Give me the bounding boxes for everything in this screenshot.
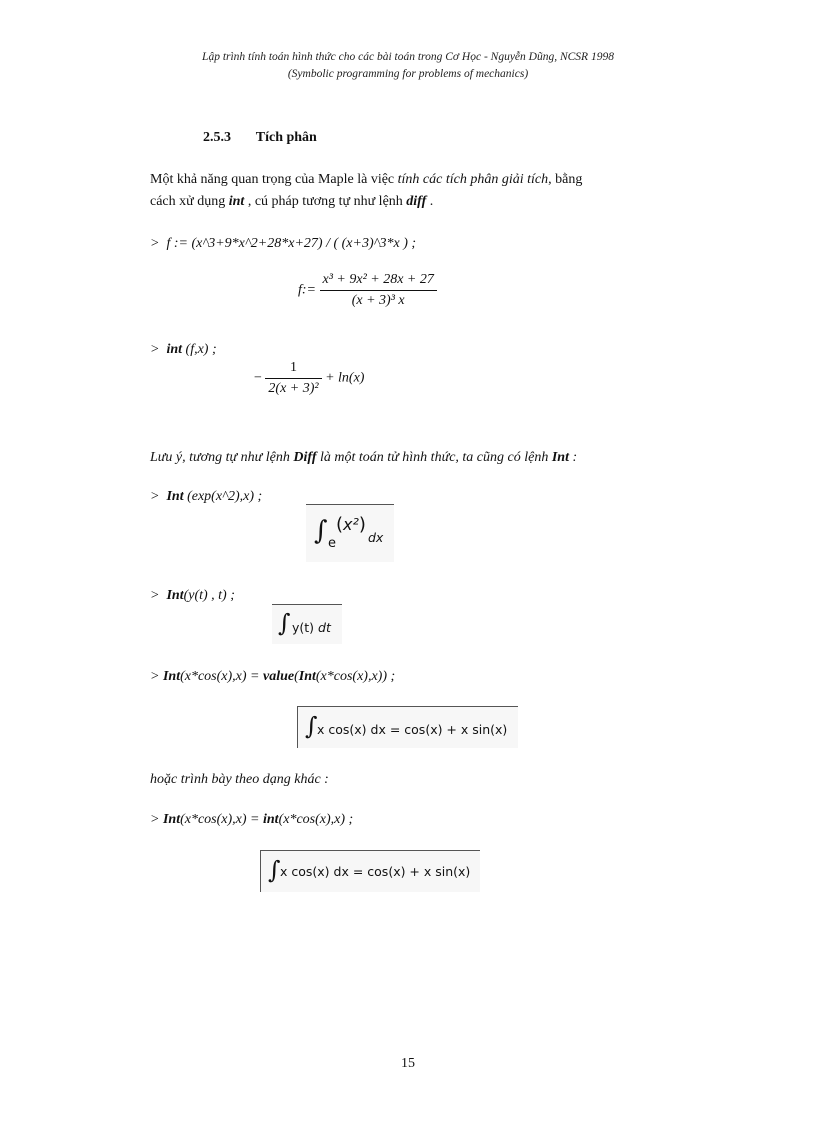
integrand (292, 620, 331, 635)
alternative-form-text: hoặc trình bày theo dạng khác : (150, 772, 329, 787)
maple-output-3 (306, 504, 394, 562)
differential: dx (368, 530, 384, 545)
command-keyword: Int (166, 588, 184, 603)
integral-sign-icon: ∫ (305, 712, 318, 740)
page-number: 15 (401, 1056, 415, 1071)
fraction-numerator: x³ + 9x² + 28x + 27 (320, 272, 437, 291)
int-keyword: Int (551, 450, 569, 465)
section-heading (203, 130, 317, 146)
note-text: : (568, 450, 578, 465)
command-keyword: Int (298, 669, 316, 684)
command-args: (y(t) , t) ; (183, 588, 235, 603)
command-args: (x*cos(x),x) ; (278, 812, 354, 827)
command-keyword: Int (162, 669, 181, 684)
integral-sign-icon: ∫ (314, 516, 328, 546)
diff-keyword: diff (406, 194, 427, 209)
int-keyword: int (262, 812, 279, 827)
maple-command-6 (150, 812, 353, 828)
int-keyword: int (228, 194, 245, 209)
fraction (265, 360, 321, 397)
fraction-numerator: 1 (265, 360, 321, 379)
command-text: f := (x^3+9*x^2+28*x+27) / ( (x+3)^3*x ) ; (166, 236, 417, 251)
command-args: (x*cos(x),x)) ; (315, 669, 396, 684)
maple-output-2 (254, 360, 364, 397)
intro-text: . (426, 194, 434, 209)
fraction-denominator: (x + 3)³ x (351, 293, 405, 308)
diff-keyword: Diff (293, 450, 317, 465)
differential: dt (318, 620, 331, 635)
command-args: ( (294, 669, 299, 684)
command-keyword: Int (162, 812, 181, 827)
intro-text: Một khả năng quan trọng của Maple là việc (150, 172, 398, 187)
note-line (150, 446, 577, 470)
running-header-title: Lập trình tính toán hình thức cho các bài toán trong Cơ Học - Nguyễn Dũng, NCSR 1998 (202, 51, 614, 63)
maple-output-5 (297, 706, 518, 748)
maple-output-6 (260, 850, 480, 892)
maple-output-4 (272, 604, 342, 644)
maple-command-4 (150, 588, 235, 604)
prompt-symbol: > (150, 342, 160, 357)
command-args: (x*cos(x),x) = (180, 669, 263, 684)
note-text: là một toán tử hình thức, ta cũng có lệnh (316, 450, 552, 465)
intro-text: , cú pháp tương tự như lệnh (244, 194, 407, 209)
fraction-denominator: 2(x + 3)² (268, 381, 319, 396)
integral-sign-icon: ∫ (268, 856, 281, 884)
integral-result: x cos(x) dx = cos(x) + x sin(x) (280, 864, 471, 879)
exp-argument: x² (343, 515, 359, 534)
exp-base: e (328, 536, 336, 551)
fraction (320, 272, 437, 309)
integrand-function: y(t) (292, 620, 315, 635)
exp-power: (x²) (336, 514, 366, 535)
intro-line-1 (150, 168, 582, 192)
intro-emphasis: tính các tích phân giải tích (397, 172, 549, 187)
command-keyword: int (166, 342, 183, 357)
integral-result: x cos(x) dx = cos(x) + x sin(x) (317, 722, 508, 737)
command-args: (x*cos(x),x) = (180, 812, 263, 827)
running-header-subtitle: (Symbolic programming for problems of mechanics) (287, 68, 529, 80)
maple-command-5 (150, 669, 395, 685)
minus-sign: − (254, 370, 262, 386)
section-title: Tích phân (255, 130, 317, 145)
maple-command-3 (150, 489, 262, 505)
note-text: Lưu ý, tương tự như lệnh (150, 450, 294, 465)
prompt-symbol: > (150, 236, 160, 251)
section-number: 2.5.3 (203, 130, 231, 145)
command-args: (f,x) ; (182, 342, 217, 357)
prompt-symbol: > (150, 489, 160, 504)
prompt-symbol: > (150, 669, 160, 684)
intro-text-end: , bằng (548, 172, 583, 187)
maple-command-2 (150, 342, 217, 358)
intro-text: cách xử dụng (150, 194, 229, 209)
maple-output-1 (298, 272, 437, 309)
command-keyword: Int (166, 489, 184, 504)
value-keyword: value (262, 669, 295, 684)
prompt-symbol: > (150, 812, 160, 827)
intro-line-2 (150, 190, 433, 214)
prompt-symbol: > (150, 588, 160, 603)
maple-command-1 (150, 236, 416, 252)
integral-sign-icon: ∫ (278, 609, 291, 637)
output-lhs: f:= (298, 282, 316, 298)
output-tail: + ln(x) (325, 370, 365, 386)
command-args: (exp(x^2),x) ; (183, 489, 263, 504)
